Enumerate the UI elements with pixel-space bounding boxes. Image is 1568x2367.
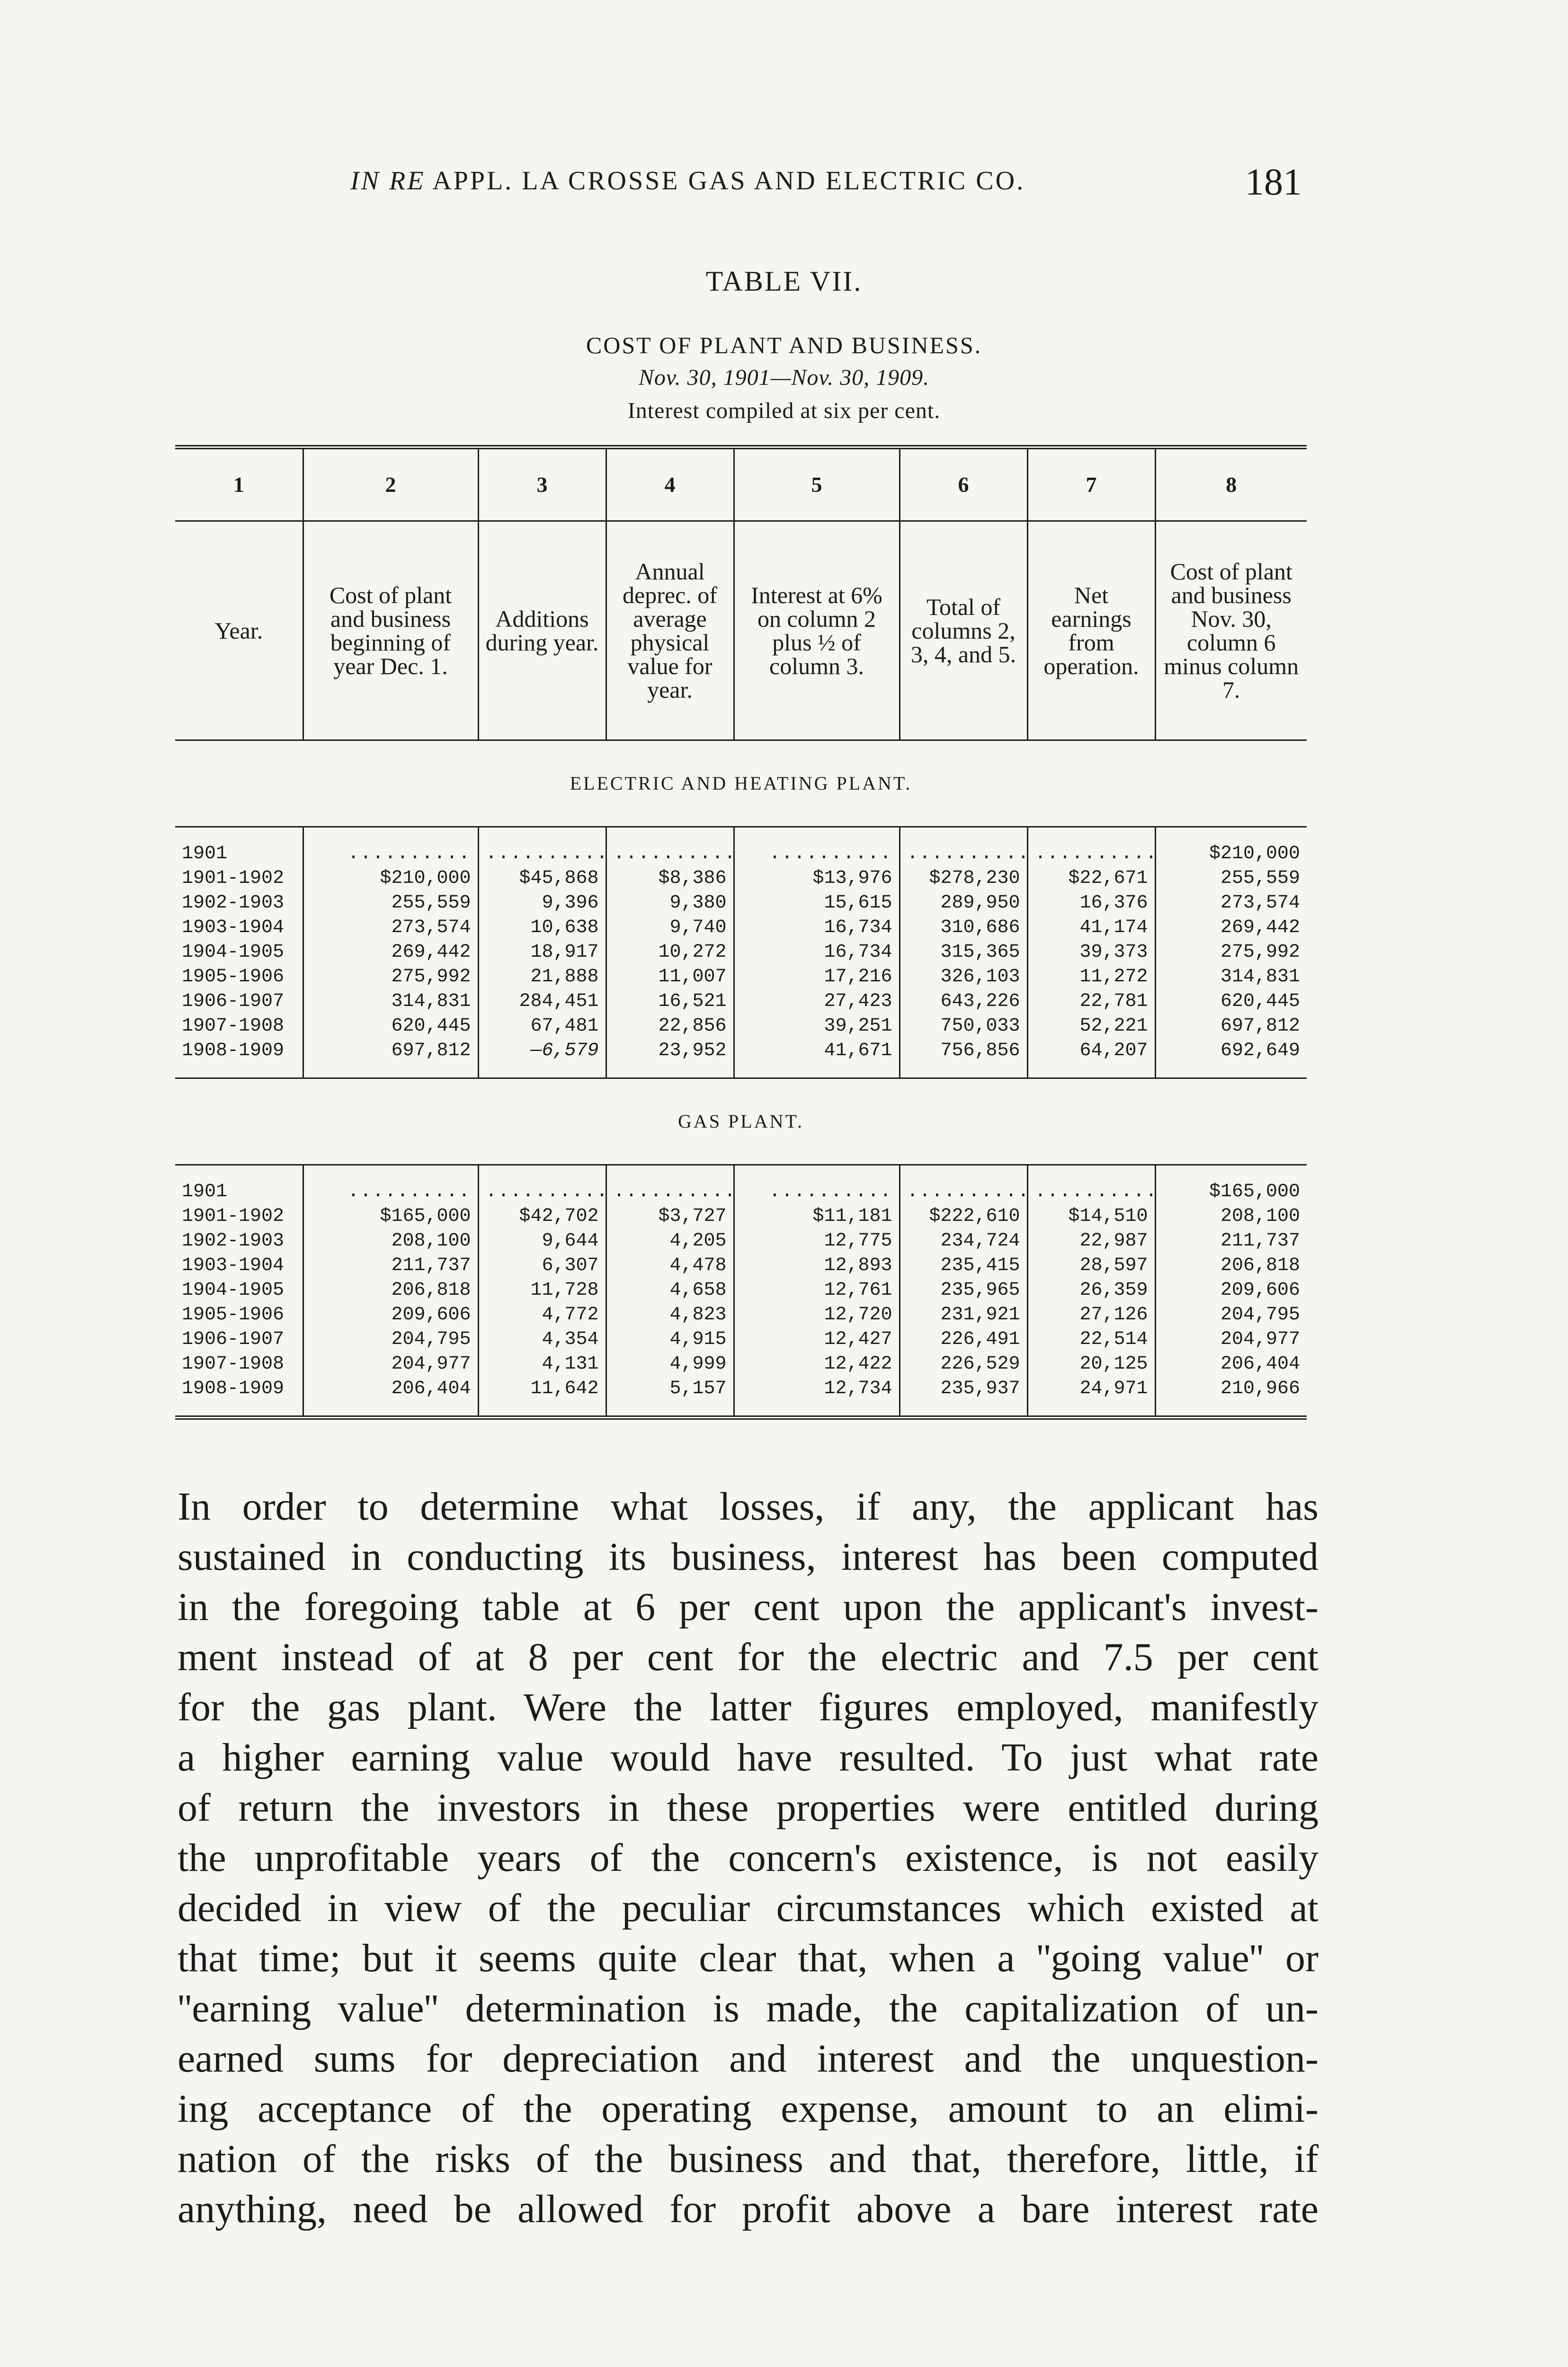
table-row: [175, 1204, 1307, 1229]
value-cell: 208,100: [1155, 1204, 1307, 1229]
value-cell: 16,734: [734, 940, 900, 965]
value-cell: 284,451: [478, 989, 606, 1014]
value-cell: 206,404: [303, 1377, 478, 1401]
spacer-row: [175, 1401, 1307, 1418]
value-cell: 11,007: [606, 965, 734, 989]
value-cell: 275,992: [1155, 940, 1307, 965]
column-head-row: [175, 521, 1307, 740]
value-cell: 12,734: [734, 1377, 900, 1401]
value-cell: $278,230: [900, 866, 1027, 891]
value-cell: ..........: [734, 1180, 900, 1204]
value-cell: 206,818: [1155, 1254, 1307, 1278]
text-line: nation of the risks of the business and that, therefore, little, if: [178, 2137, 1319, 2181]
table-note: Interest compiled at six per cent.: [627, 398, 941, 423]
value-cell: 269,442: [1155, 916, 1307, 940]
value-cell: 16,521: [606, 989, 734, 1014]
table-row: [175, 1014, 1307, 1039]
running-header: [0, 161, 1568, 213]
value-cell: 226,529: [900, 1352, 1027, 1377]
value-cell: 64,207: [1027, 1039, 1155, 1063]
value-cell: 756,856: [900, 1039, 1027, 1063]
value-cell: 4,658: [606, 1278, 734, 1303]
value-cell: 209,606: [1155, 1278, 1307, 1303]
col-num: 6: [900, 449, 1027, 521]
value-cell: —6,579: [478, 1039, 606, 1063]
value-cell: ..........: [303, 1180, 478, 1204]
value-cell: 9,740: [606, 916, 734, 940]
value-cell: 231,921: [900, 1303, 1027, 1327]
value-cell: 67,481: [478, 1014, 606, 1039]
value-cell: 41,174: [1027, 916, 1155, 940]
col-head: Total of columns 2, 3, 4, and 5.: [900, 521, 1027, 740]
year-cell: 1904-1905: [182, 1280, 285, 1301]
value-cell: 4,478: [606, 1254, 734, 1278]
value-cell: 23,952: [606, 1039, 734, 1063]
value-cell: 10,638: [478, 916, 606, 940]
text-line: ment instead of at 8 per cent for the electric and 7.5 per cent: [178, 1635, 1319, 1679]
text-line: sustained in conducting its business, interest has been computed: [178, 1535, 1319, 1579]
value-cell: 9,644: [478, 1229, 606, 1254]
year-cell: 1903-1904: [182, 1255, 285, 1276]
value-cell: ..........: [606, 1180, 734, 1204]
col-head: Cost of plant and business Nov. 30, column 6 minus column 7.: [1155, 521, 1307, 740]
value-cell: 12,720: [734, 1303, 900, 1327]
year-cell: 1908-1909: [182, 1040, 285, 1061]
value-cell: 692,649: [1155, 1039, 1307, 1063]
value-cell: 255,559: [303, 891, 478, 916]
section-title: ELECTRIC AND HEATING PLANT.: [570, 773, 912, 794]
value-cell: 26,359: [1027, 1278, 1155, 1303]
value-cell: $222,610: [900, 1204, 1027, 1229]
page-number: 181: [1245, 161, 1302, 203]
value-cell: ..........: [900, 1180, 1027, 1204]
table-title: TABLE VII.: [705, 266, 863, 297]
spacer-row: [175, 828, 1307, 842]
value-cell: $210,000: [303, 866, 478, 891]
value-cell: 15,615: [734, 891, 900, 916]
value-cell: 12,893: [734, 1254, 900, 1278]
year-cell: 1907-1908: [182, 1353, 285, 1375]
value-cell: $210,000: [1155, 842, 1307, 866]
value-cell: 275,992: [303, 965, 478, 989]
value-cell: 10,272: [606, 940, 734, 965]
value-cell: 4,999: [606, 1352, 734, 1377]
col-head: Annual deprec. of average physical value for year.: [606, 521, 734, 740]
col-num: 8: [1155, 449, 1307, 521]
col-num: 2: [303, 449, 478, 521]
value-cell: $165,000: [303, 1204, 478, 1229]
value-cell: 22,856: [606, 1014, 734, 1039]
cost-table: [175, 445, 1307, 1420]
value-cell: $13,976: [734, 866, 900, 891]
value-cell: ..........: [1027, 1180, 1155, 1204]
value-cell: 211,737: [1155, 1229, 1307, 1254]
value-cell: 204,795: [1155, 1303, 1307, 1327]
value-cell: 17,216: [734, 965, 900, 989]
value-cell: 315,365: [900, 940, 1027, 965]
year-cell: 1902-1903: [182, 892, 285, 914]
value-cell: $14,510: [1027, 1204, 1155, 1229]
value-cell: 620,445: [1155, 989, 1307, 1014]
year-cell: 1907-1908: [182, 1015, 285, 1037]
year-cell: 1901-1902: [182, 868, 285, 889]
value-cell: 9,380: [606, 891, 734, 916]
value-cell: 4,354: [478, 1327, 606, 1352]
col-head: Net earnings from operation.: [1027, 521, 1155, 740]
section-title: GAS PLANT.: [678, 1111, 804, 1132]
value-cell: ..........: [478, 842, 606, 866]
value-cell: 16,376: [1027, 891, 1155, 916]
value-cell: 235,965: [900, 1278, 1027, 1303]
value-cell: 52,221: [1027, 1014, 1155, 1039]
year-cell: 1901: [182, 843, 228, 864]
table-row: [175, 1278, 1307, 1303]
table-row: [175, 866, 1307, 891]
running-head-text: APPL. LA CROSSE GAS AND ELECTRIC CO.: [432, 166, 1025, 196]
text-line: for the gas plant. Were the latter figures employed, manifestly: [178, 1685, 1319, 1729]
text-line: ''earning value'' determination is made, the capitalization of un-: [178, 1986, 1319, 2030]
table-row: [175, 1180, 1307, 1204]
bottom-double-rule: [175, 1418, 1307, 1420]
value-cell: 18,917: [478, 940, 606, 965]
year-cell: 1906-1907: [182, 991, 285, 1012]
value-cell: 12,761: [734, 1278, 900, 1303]
value-cell: 11,272: [1027, 965, 1155, 989]
value-cell: 226,491: [900, 1327, 1027, 1352]
value-cell: 210,966: [1155, 1377, 1307, 1401]
value-cell: 12,422: [734, 1352, 900, 1377]
col-head: Year.: [175, 521, 303, 740]
value-cell: 27,423: [734, 989, 900, 1014]
value-cell: 9,396: [478, 891, 606, 916]
value-cell: 39,251: [734, 1014, 900, 1039]
value-cell: 211,737: [303, 1254, 478, 1278]
col-num: 3: [478, 449, 606, 521]
value-cell: 750,033: [900, 1014, 1027, 1039]
value-cell: 39,373: [1027, 940, 1155, 965]
col-head: Interest at 6% on column 2 plus ½ of column 3.: [734, 521, 900, 740]
running-head: [350, 166, 1025, 196]
spacer-row: [175, 1166, 1307, 1180]
value-cell: 22,781: [1027, 989, 1155, 1014]
value-cell: 697,812: [1155, 1014, 1307, 1039]
value-cell: ..........: [1027, 842, 1155, 866]
table-period: Nov. 30, 1901—Nov. 30, 1909.: [638, 365, 930, 390]
year-cell: 1901: [182, 1181, 228, 1202]
table-row: [175, 1352, 1307, 1377]
value-cell: 204,977: [303, 1352, 478, 1377]
year-cell: 1901-1902: [182, 1206, 285, 1227]
value-cell: 235,937: [900, 1377, 1027, 1401]
table-subtitle: COST OF PLANT AND BUSINESS.: [586, 332, 982, 358]
value-cell: 24,971: [1027, 1377, 1155, 1401]
column-number-row: [175, 449, 1307, 521]
value-cell: 314,831: [303, 989, 478, 1014]
value-cell: 22,514: [1027, 1327, 1155, 1352]
value-cell: 28,597: [1027, 1254, 1155, 1278]
year-cell: 1906-1907: [182, 1329, 285, 1350]
table-row: [175, 1229, 1307, 1254]
value-cell: 234,724: [900, 1229, 1027, 1254]
table-row: [175, 916, 1307, 940]
value-cell: 22,987: [1027, 1229, 1155, 1254]
text-line: decided in view of the peculiar circumstances which existed at: [178, 1886, 1319, 1930]
value-cell: 12,427: [734, 1327, 900, 1352]
value-cell: 314,831: [1155, 965, 1307, 989]
value-cell: ..........: [606, 842, 734, 866]
text-line: anything, need be allowed for profit above a bare interest rate: [178, 2187, 1319, 2231]
value-cell: 206,818: [303, 1278, 478, 1303]
value-cell: 4,823: [606, 1303, 734, 1327]
col-num: 5: [734, 449, 900, 521]
value-cell: 310,686: [900, 916, 1027, 940]
spacer-row: [175, 1063, 1307, 1078]
value-cell: $8,386: [606, 866, 734, 891]
value-cell: ..........: [900, 842, 1027, 866]
text-line: of return the investors in these properties were entitled during: [178, 1786, 1319, 1830]
col-num: 4: [606, 449, 734, 521]
value-cell: $45,868: [478, 866, 606, 891]
value-cell: 289,950: [900, 891, 1027, 916]
value-cell: 208,100: [303, 1229, 478, 1254]
value-cell: 27,126: [1027, 1303, 1155, 1327]
value-cell: $42,702: [478, 1204, 606, 1229]
value-cell: 41,671: [734, 1039, 900, 1063]
table-row: [175, 1327, 1307, 1352]
body-paragraph: [178, 1482, 1319, 2234]
value-cell: 204,977: [1155, 1327, 1307, 1352]
value-cell: 6,307: [478, 1254, 606, 1278]
year-cell: 1902-1903: [182, 1230, 285, 1252]
value-cell: 697,812: [303, 1039, 478, 1063]
value-cell: ..........: [303, 842, 478, 866]
table-row: [175, 1377, 1307, 1401]
text-line: the unprofitable years of the concern's existence, is not easily: [178, 1836, 1319, 1880]
table-row: [175, 891, 1307, 916]
value-cell: 273,574: [303, 916, 478, 940]
value-cell: ..........: [734, 842, 900, 866]
value-cell: $3,727: [606, 1204, 734, 1229]
text-line: earned sums for depreciation and interest and the unquestion-: [178, 2037, 1319, 2081]
value-cell: 4,205: [606, 1229, 734, 1254]
table-row: [175, 1039, 1307, 1063]
table-row: [175, 989, 1307, 1014]
col-num: 1: [233, 472, 244, 497]
col-head: Cost of plant and business beginning of year Dec. 1.: [303, 521, 478, 740]
value-cell: $165,000: [1155, 1180, 1307, 1204]
text-line: ing acceptance of the operating expense, amount to an elimi-: [178, 2087, 1319, 2131]
value-cell: 269,442: [303, 940, 478, 965]
table-row: [175, 965, 1307, 989]
value-cell: 209,606: [303, 1303, 478, 1327]
year-cell: 1905-1906: [182, 966, 285, 988]
table-row: [175, 842, 1307, 866]
text-line: in the foregoing table at 6 per cent upon the applicant's invest-: [178, 1585, 1319, 1629]
text-line: In order to determine what losses, if any, the applicant has: [178, 1485, 1319, 1529]
table-row: [175, 1303, 1307, 1327]
value-cell: 326,103: [900, 965, 1027, 989]
value-cell: $11,181: [734, 1204, 900, 1229]
section-title-row: [175, 1079, 1307, 1165]
value-cell: 235,415: [900, 1254, 1027, 1278]
year-cell: 1908-1909: [182, 1378, 285, 1399]
value-cell: 4,772: [478, 1303, 606, 1327]
value-cell: 4,131: [478, 1352, 606, 1377]
value-cell: ..........: [478, 1180, 606, 1204]
value-cell: 21,888: [478, 965, 606, 989]
value-cell: 620,445: [303, 1014, 478, 1039]
table-row: [175, 1254, 1307, 1278]
col-num: 7: [1027, 449, 1155, 521]
value-cell: 5,157: [606, 1377, 734, 1401]
year-cell: 1904-1905: [182, 942, 285, 963]
value-cell: 255,559: [1155, 866, 1307, 891]
value-cell: $22,671: [1027, 866, 1155, 891]
value-cell: 12,775: [734, 1229, 900, 1254]
col-head: Additions during year.: [478, 521, 606, 740]
text-line: a higher earning value would have resulted. To just what rate: [178, 1735, 1319, 1780]
year-cell: 1903-1904: [182, 917, 285, 938]
value-cell: 204,795: [303, 1327, 478, 1352]
text-line: that time; but it seems quite clear that, when a ''going value'' or: [178, 1936, 1319, 1980]
value-cell: 11,728: [478, 1278, 606, 1303]
value-cell: 273,574: [1155, 891, 1307, 916]
table-row: [175, 940, 1307, 965]
value-cell: 643,226: [900, 989, 1027, 1014]
value-cell: 11,642: [478, 1377, 606, 1401]
value-cell: 20,125: [1027, 1352, 1155, 1377]
running-head-italic: IN RE: [350, 166, 426, 196]
value-cell: 16,734: [734, 916, 900, 940]
value-cell: 206,404: [1155, 1352, 1307, 1377]
section-title-row: [175, 740, 1307, 827]
value-cell: 4,915: [606, 1327, 734, 1352]
year-cell: 1905-1906: [182, 1304, 285, 1326]
